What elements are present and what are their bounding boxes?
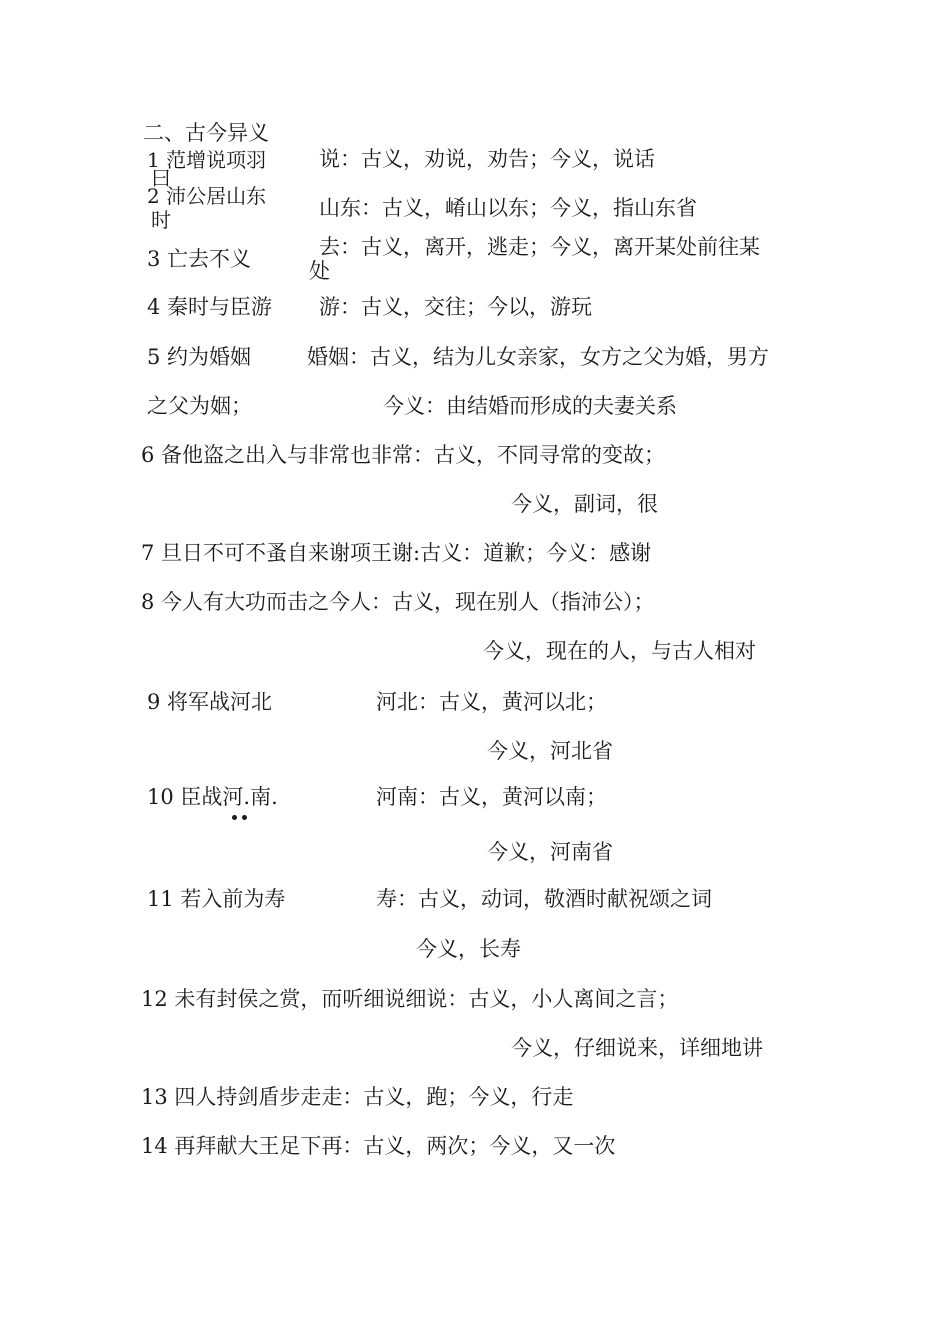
item-12-modern: 今义，仔细说来，详细地讲 [511, 1036, 763, 1060]
emphasis-dot [232, 815, 237, 820]
item-1-term: 1 范增说项羽 [147, 148, 267, 172]
item-6-line: 6 备他盗之出入与非常也非常：古义，不同寻常的变故； [141, 443, 666, 467]
item-1-gloss: 说：古义，劝说，劝告；今义，说话 [319, 147, 655, 171]
item-9-gloss: 河北：古义，黄河以北； [376, 690, 607, 714]
item-10-modern: 今义，河南省 [487, 840, 613, 864]
item-11-gloss: 寿：古义，动词，敬酒时献祝颂之词 [376, 887, 712, 911]
item-11-modern: 今义，长寿 [416, 937, 521, 961]
item-3-gloss-wrap: 处 [309, 259, 330, 283]
item-5-term: 5 约为婚姻 [147, 345, 252, 369]
item-9-modern: 今义，河北省 [487, 739, 613, 763]
item-4-gloss: 游：古义，交往；今以，游玩 [319, 295, 592, 319]
item-4-term: 4 秦时与臣游 [147, 295, 273, 319]
item-8-line: 8 今人有大功而击之今人：古义，现在别人（指沛公）； [141, 590, 655, 614]
item-1-term-wrap: 曰 [151, 166, 171, 190]
item-10-gloss: 河南：古义，黄河以南； [376, 785, 607, 809]
item-5-modern: 今义：由结婚而形成的夫妻关系 [383, 394, 677, 418]
item-7-line: 7 旦日不可不蚤自来谢项王谢:古义：道歉；今义：感谢 [141, 541, 652, 565]
item-11-term: 11 若入前为寿 [147, 887, 286, 911]
item-5-gloss-cont: 之父为姻； [147, 394, 252, 418]
emphasis-dot [242, 815, 247, 820]
item-12-line: 12 未有封侯之赏，而听细说细说：古义，小人离间之言； [141, 987, 679, 1011]
item-3-gloss: 去：古义，离开，逃走；今义，离开某处前往某 [319, 235, 760, 259]
item-14-line: 14 再拜献大王足下再：古义，两次；今义，又一次 [141, 1134, 616, 1158]
item-8-modern: 今义，现在的人，与古人相对 [483, 639, 756, 663]
item-9-term: 9 将军战河北 [147, 690, 273, 714]
item-13-line: 13 四人持剑盾步走走：古义，跑；今义，行走 [141, 1085, 574, 1109]
item-3-term: 3 亡去不义 [147, 247, 252, 271]
item-5-gloss: 婚姻：古义，结为儿女亲家，女方之父为婚，男方 [307, 345, 769, 369]
section-heading: 二、古今异义 [143, 121, 269, 145]
item-2-term-wrap: 时 [151, 208, 171, 232]
item-10-term: 10 臣战河.南. [147, 785, 278, 809]
item-2-gloss: 山东：古义，崤山以东；今义，指山东省 [319, 196, 697, 220]
item-2-term: 2 沛公居山东 [147, 184, 267, 208]
item-6-modern: 今义，副词，很 [511, 492, 658, 516]
